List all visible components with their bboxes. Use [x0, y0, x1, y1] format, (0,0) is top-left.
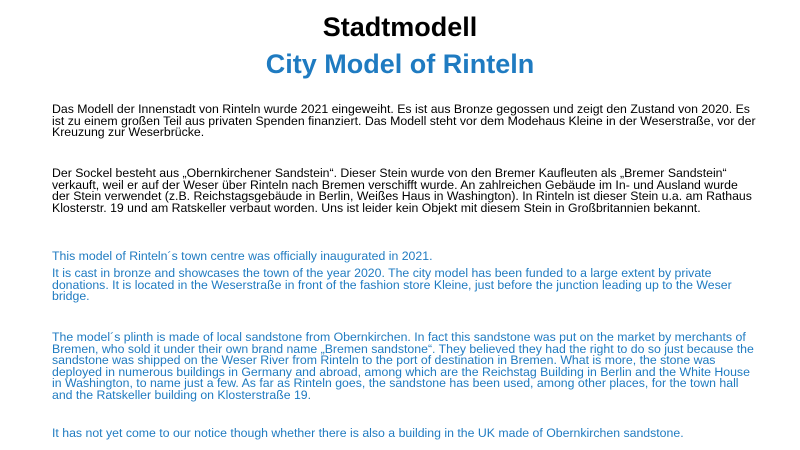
german-paragraph-2: Der Sockel besteht aus „Obernkirchener Sandstein“. Dieser Stein wurde von den Bremer Kaufleuten als „Bremer Sandstein“ verkauft, weil er auf der Weser über Rinteln nach Bremen verschifft wurde. An zahlreichen Gebäude im In- und Ausland wurde der Stein verwendet (z.B. Reichstagsgebäude in Berlin, Weißes Haus in Washington). In Rinteln ist dieser Stein u.a. am Rathaus Klosterstr. 19 und am Ratskeller verbaut worden. Uns ist leider kein Objekt mit diesem Stein in Großbritannien bekannt.: [52, 166, 752, 215]
german-paragraph-1: Das Modell der Innenstadt von Rinteln wurde 2021 eingeweiht. Es ist aus Bronze gegossen und zeigt den Zustand von 2020. Es ist zu einem großen Teil aus privaten Spenden finanziert. Das Modell steht vor dem Modehaus Kleine in der Weserstraße, vor der Kreuzung zur Weserbrücke.: [52, 102, 756, 140]
title-german: Stadtmodell: [322, 12, 478, 42]
english-paragraph-3: The model´s plinth is made of local sandstone from Obernkirchen. In fact this sandstone was put on the market by merchants of Bremen, who sold it under their own brand name „Bremen sandstone“. They believed they had the right to do so just because the sandstone was shipped on the Weser River from Rinteln to the port of destination in Bremen. What is more, the stone was deployed in numerous buildings in Germany and abroad, among which are the Reichstag Building in Berlin and the White House in Washington, to name just a few. As far as Rinteln goes, the sandstone has been used, among other places, for the town hall and the Ratskeller building on Klosterstraße 19.: [52, 330, 754, 402]
english-paragraph-2: It is cast in bronze and showcases the town of the year 2020. The city model has been funded to a large extent by private donations. It is located in the Weserstraße in front of the fashion store Kleine, just before the junction leading up to the Weser bridge.: [52, 266, 732, 304]
title-english: City Model of Rinteln: [265, 49, 535, 79]
english-paragraph-4: It has not yet come to our notice though whether there is also a building in the UK made of Obernkirchen sandstone.: [52, 426, 684, 440]
english-paragraph-1: This model of Rinteln´s town centre was officially inaugurated in 2021.: [52, 249, 433, 263]
